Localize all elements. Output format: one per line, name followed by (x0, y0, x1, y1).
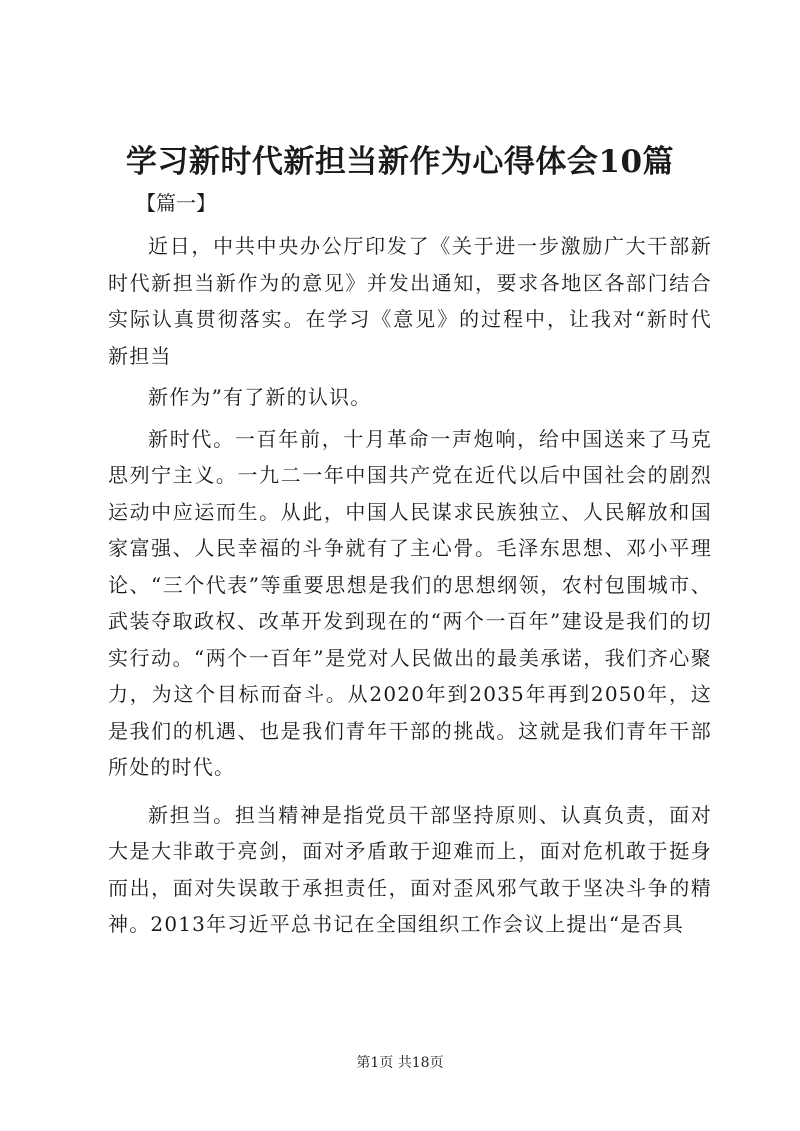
document-body (108, 228, 712, 943)
document-title: 学习新时代新担当新作为心得体会10篇 (125, 144, 675, 180)
paragraph-1: 近日，中共中央办公厅印发了《关于进一步激励广大干部新时代新担当新作为的意见》并发出通知，要求各地区各部门结合实际认真贯彻落实。在学习《意见》的过程中，让我对“新时代新担当 (108, 234, 712, 368)
page-number-footer: 第1页 共18页 (356, 1055, 444, 1071)
section-label: 【篇一】 (136, 191, 216, 215)
paragraph-3: 新时代。一百年前，十月革命一声炮响，给中国送来了马克思列宁主义。一九二一年中国共产党在近代以后中国社会的剧烈运动中应运而生。从此，中国人民谋求民族独立、人民解放和国家富强、人民幸福的斗争就有了主心骨。毛泽东思想、邓小平理论、“三个代表”等重要思想是我们的思想纲领，农村包围城市、武装夺取政权、改革开发到现在的“两个一百年”建设是我们的切实行动。“两个一百年”是党对人民做出的最美承诺，我们齐心聚力，为这个目标而奋斗。从2020年到2035年再到2050年，这是我们的机遇、也是我们青年干部的挑战。这就是我们青年干部所处的时代。 (108, 426, 712, 779)
paragraph-4: 新担当。担当精神是指党员干部坚持原则、认真负责，面对大是大非敢于亮剑，面对矛盾敢于迎难而上，面对危机敢于挺身而出，面对失误敢于承担责任，面对歪风邪气敢于坚决斗争的精神。2013年习近平总书记在全国组织工作会议上提出“是否具 (108, 802, 712, 936)
paragraph-2: 新作为”有了新的认识。 (148, 385, 372, 409)
